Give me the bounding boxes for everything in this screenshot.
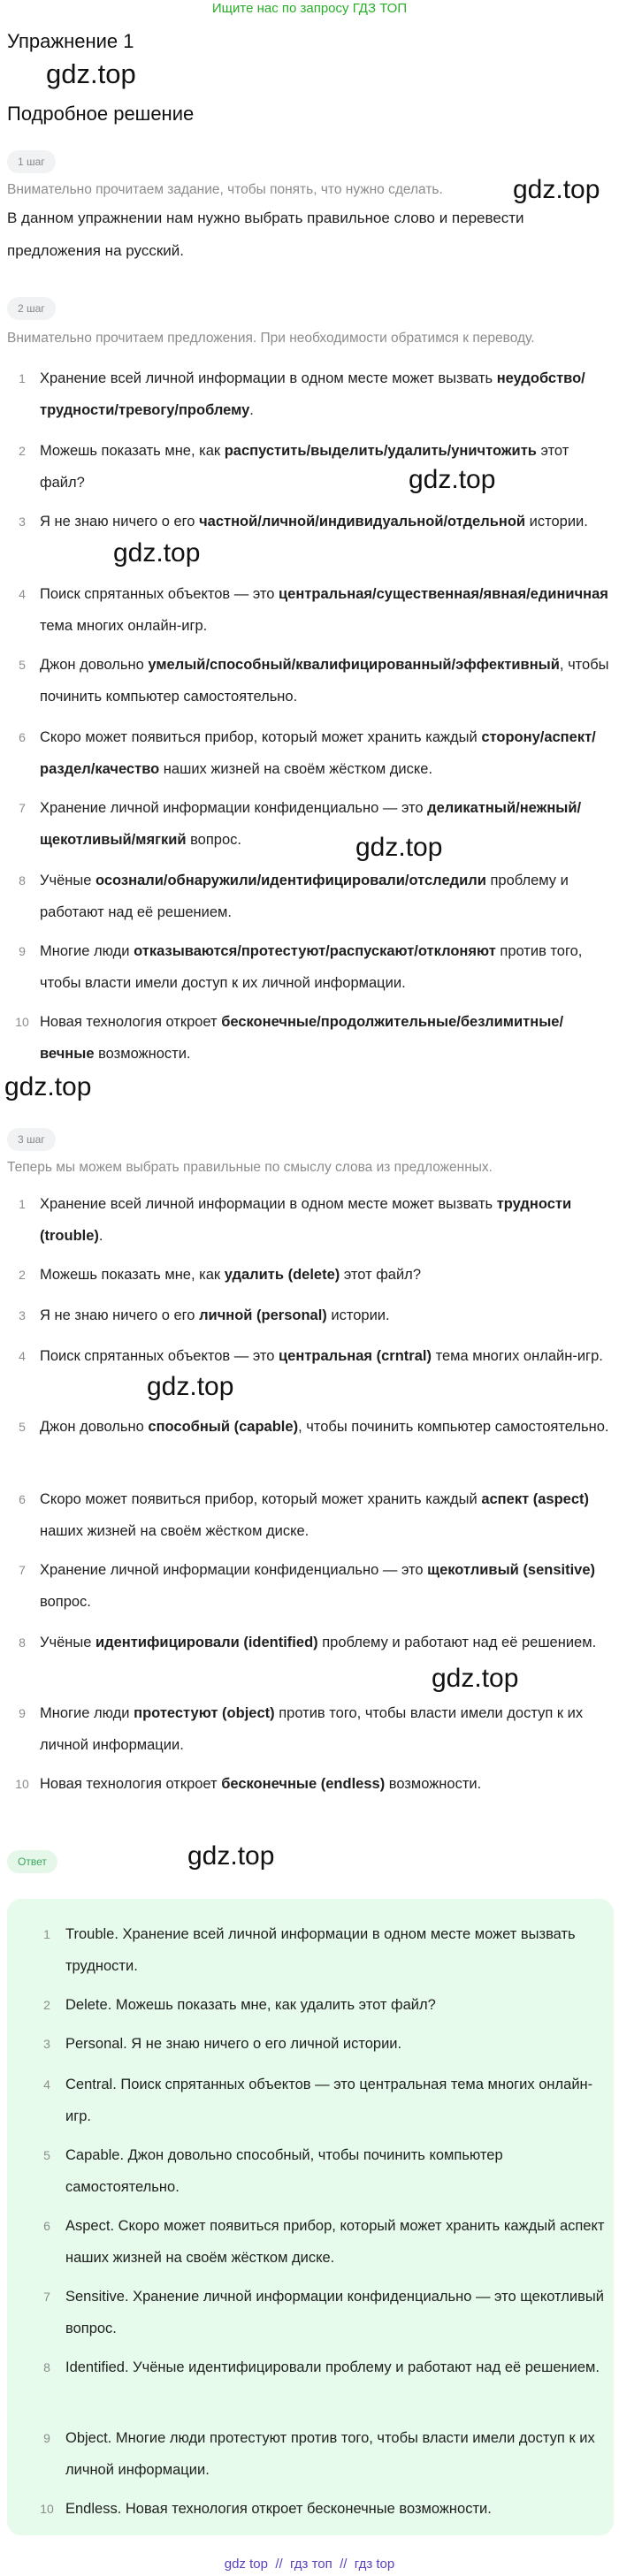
step3-item-4 [7,1340,613,1372]
sentence-text: Учёные [40,1635,96,1650]
answer-item-4 [39,2069,612,2132]
item-text [40,865,613,928]
item-text [40,1627,613,1658]
exercise-title: Упражнение 1 [7,30,134,52]
item-text [40,1299,613,1331]
item-text [40,435,613,499]
item-number: 5 [19,658,26,672]
step2-item-2 [7,435,613,499]
sentence-text: Поиск спрятанных объектов — это [40,586,279,602]
item-text [40,935,613,999]
item-text: Trouble. Хранение всей личной информации в одном месте может вызвать трудности. [65,1926,576,1974]
answer-item-5 [39,2139,612,2203]
step3-item-9 [7,1697,613,1761]
answer-options: щекотливый (sensitive) [427,1562,596,1578]
item-number: 4 [19,587,26,601]
item-text [40,1483,613,1547]
item-number: 10 [15,1777,29,1791]
watermark: gdz.top [187,1841,275,1871]
sentence-text: Я не знаю ничего о его [40,514,200,530]
sentence-text: Новая технология откроет [40,1776,222,1792]
item-number: 6 [19,1492,26,1506]
watermark: gdz.top [113,538,201,568]
item-number: 8 [19,873,26,888]
answer-options: аспект (aspect) [481,1491,590,1507]
step3-item-5 [7,1411,613,1443]
sentence-text: Скоро может появиться прибор, который может хранить каждый [40,729,482,745]
watermark: gdz.top [355,833,443,862]
sentence-text: Я не знаю ничего о его [40,1307,200,1323]
answer-options: частной/личной/индивидуальной/отдельной [199,514,526,530]
step1-badge: 1 шаг [7,150,56,173]
step2-item-1 [7,362,613,426]
item-text [40,1697,613,1761]
watermark: gdz.top [147,1372,234,1401]
answer-options: бесконечные/продолжительные/безлимитные/вечные [40,1014,564,1062]
item-text [40,1188,613,1252]
item-number: 1 [43,1927,50,1941]
sentence-text: Можешь показать мне, как [40,443,225,459]
step3-item-3 [7,1299,613,1331]
item-text: Sensitive. Хранение личной информации конфиденциально — это щекотливый вопрос. [65,2289,604,2336]
sentence-text: тема многих онлайн-игр. [431,1348,603,1364]
item-text [40,792,613,856]
answer-options: деликатный/нежный/щекотливый/мягкий [40,800,582,848]
answer-options: идентифицировали (identified) [96,1635,318,1650]
item-number: 6 [43,2219,50,2233]
watermark: gdz.top [513,175,600,204]
step2-item-9 [7,935,613,999]
step3-hint: Теперь мы можем выбрать правильные по смыслу слова из предложенных. [7,1160,493,1175]
answer-item-1 [39,1918,612,1982]
sentence-text: этот файл? [40,443,569,491]
item-text [40,649,613,713]
item-text [40,1411,613,1443]
item-number: 9 [19,1706,26,1720]
watermark: gdz.top [409,465,496,494]
item-text [40,1006,613,1070]
item-number: 4 [43,2077,50,2092]
answer-options: неудобство/трудности/тревогу/проблему [40,370,585,418]
sentence-text: Поиск спрятанных объектов — это [40,1348,279,1364]
sentence-text: , чтобы починить компьютер самостоятельно. [298,1419,609,1435]
sentence-text: Джон довольно [40,1419,149,1435]
answer-options: центральная/существенная/явная/единичная [279,586,608,602]
item-number: 6 [19,730,26,744]
sentence-text: Многие люди [40,943,134,959]
item-number: 1 [19,371,26,385]
step2-hint: Внимательно прочитаем предложения. При необходимости обратимся к переводу. [7,331,535,346]
item-number: 3 [43,2037,50,2051]
item-number: 5 [19,1420,26,1434]
step3-item-6 [7,1483,613,1547]
watermark: gdz.top [432,1664,519,1693]
answer-options: умелый/способный/квалифицированный/эффективный [148,657,560,673]
item-text: Delete. Можешь показать мне, как удалить этот файл? [65,1997,436,2013]
answer-item-3 [39,2028,612,2060]
footer [0,2557,619,2572]
step2-item-4 [7,578,613,642]
item-text [40,1554,613,1618]
answer-options: сторону/аспект/раздел/качество [40,729,596,777]
item-number: 7 [19,1563,26,1577]
answer-box [7,1899,614,2535]
sentence-text: , чтобы починить компьютер самостоятельно. [40,657,609,705]
step2-item-6 [7,721,613,785]
step1-text: В данном упражнении нам нужно выбрать правильное слово и перевести предложения на русский. [7,210,524,259]
sentence-text: против того, чтобы власти имели доступ к их личной информации. [40,943,583,991]
answer-options: способный (capable) [148,1419,299,1435]
step2-item-8 [7,865,613,928]
section-title: Подробное решение [7,103,195,125]
answer-item-10 [39,2493,612,2525]
sentence-text: Джон довольно [40,657,149,673]
sentence-text: тема многих онлайн-игр. [40,618,208,634]
sentence-text: . [98,1228,103,1244]
answer-options: осознали/обнаружили/идентифицировали/отследили [96,873,486,888]
sentence-text: против того, чтобы власти имели доступ к их личной информации. [40,1705,584,1753]
answer-options: бесконечные (endless) [221,1776,386,1792]
footer-separator: // [275,2557,283,2572]
step3-item-8 [7,1627,613,1658]
answer-options: отказываются/протестуют/распускают/отклоняют [134,943,496,959]
step3-item-1 [7,1188,613,1252]
sentence-text: Скоро может появиться прибор, который может хранить каждый [40,1491,482,1507]
item-text: Identified. Учёные идентифицировали проблему и работают над её решением. [65,2359,600,2375]
item-text: Aspect. Скоро может появиться прибор, который может хранить каждый аспект наших жизней на своём жёстком диске. [65,2218,605,2266]
answer-item-2 [39,1989,612,2021]
item-number: 4 [19,1349,26,1363]
step2-item-10 [7,1006,613,1070]
sentence-text: истории. [525,514,588,530]
item-number: 3 [19,1308,26,1322]
footer-link-gdz-top-mixed[interactable]: гдз top [354,2557,395,2572]
answer-options: центральная (crntral) [279,1348,432,1364]
item-number: 10 [40,2502,54,2516]
sentence-text: возможности. [385,1776,482,1792]
item-number: 2 [43,1998,50,2012]
item-number: 10 [15,1015,29,1029]
sentence-text: этот файл? [340,1267,421,1283]
item-text [40,1768,613,1800]
step2-badge: 2 шаг [7,297,56,320]
item-text: Central. Поиск спрятанных объектов — это центральная тема многих онлайн-игр. [65,2077,593,2124]
step3-item-7 [7,1554,613,1618]
footer-link-gdz-top-ru[interactable]: гдз топ [290,2557,332,2572]
watermark: gdz.top [4,1072,92,1101]
item-number: 5 [43,2148,50,2162]
sentence-text: вопрос. [40,1594,91,1610]
step3-badge: 3 шаг [7,1128,56,1151]
step3-item-2 [7,1259,613,1291]
step2-item-3 [7,506,613,537]
answer-item-9 [39,2422,612,2486]
item-text [40,1259,613,1291]
footer-separator: // [340,2557,348,2572]
item-text: Endless. Новая технология откроет бесконечные возможности. [65,2501,492,2517]
answer-options: личной (personal) [199,1307,327,1323]
step3-item-10 [7,1768,613,1800]
item-number: 7 [19,801,26,815]
item-text: Capable. Джон довольно способный, чтобы починить компьютер самостоятельно. [65,2147,503,2195]
answer-item-7 [39,2281,612,2344]
sentence-text: Хранение всей личной информации в одном месте может вызвать [40,370,497,386]
item-number: 3 [19,514,26,529]
sentence-text: возможности. [94,1046,191,1062]
item-text [40,578,613,642]
step1-hint: Внимательно прочитаем задание, чтобы понять, что нужно сделать. [7,182,443,197]
item-number: 9 [19,944,26,958]
step2-item-5 [7,649,613,713]
item-text: Personal. Я не знаю ничего о его личной истории. [65,2036,402,2052]
sentence-text: истории. [326,1307,390,1323]
answer-item-8 [39,2351,612,2383]
answer-badge: Ответ [7,1850,57,1873]
top-banner: Ищите нас по запросу ГДЗ ТОП [211,1,408,16]
item-text [40,362,613,426]
sentence-text: Хранение личной информации конфиденциально — это [40,800,428,816]
step2-item-7 [7,792,613,856]
item-number: 8 [19,1635,26,1650]
sentence-text: проблему и работают над её решением. [40,873,569,920]
answer-options: распустить/выделить/удалить/уничтожить [224,443,537,459]
footer-link-gdz-top[interactable]: gdz top [224,2557,268,2572]
item-text: Object. Многие люди протестуют против того, чтобы власти имели доступ к их личной информации. [65,2430,595,2478]
item-text [40,1340,613,1372]
sentence-text: Хранение личной информации конфиденциально — это [40,1562,428,1578]
sentence-text: проблему и работают над её решением. [317,1635,597,1650]
sentence-text: наших жизней на своём жёстком диске. [159,761,433,777]
item-number: 8 [43,2360,50,2374]
answer-item-6 [39,2210,612,2274]
answer-options: удалить (delete) [224,1267,340,1283]
item-text [40,506,613,537]
item-number: 2 [19,1268,26,1282]
sentence-text: Новая технология откроет [40,1014,222,1030]
item-number: 7 [43,2290,50,2304]
sentence-text: Можешь показать мне, как [40,1267,225,1283]
sentence-text: Многие люди [40,1705,134,1721]
sentence-text: Хранение всей личной информации в одном месте может вызвать [40,1196,497,1212]
sentence-text: . [249,402,254,418]
brand-title: gdz.top [46,58,136,89]
sentence-text: наших жизней на своём жёстком диске. [40,1523,310,1539]
item-number: 9 [43,2431,50,2445]
item-text [40,721,613,785]
answer-options: трудности (trouble) [40,1196,572,1244]
item-number: 1 [19,1197,26,1211]
sentence-text: Учёные [40,873,96,888]
sentence-text: вопрос. [186,832,241,848]
item-number: 2 [19,444,26,458]
answer-options: протестуют (object) [134,1705,275,1721]
